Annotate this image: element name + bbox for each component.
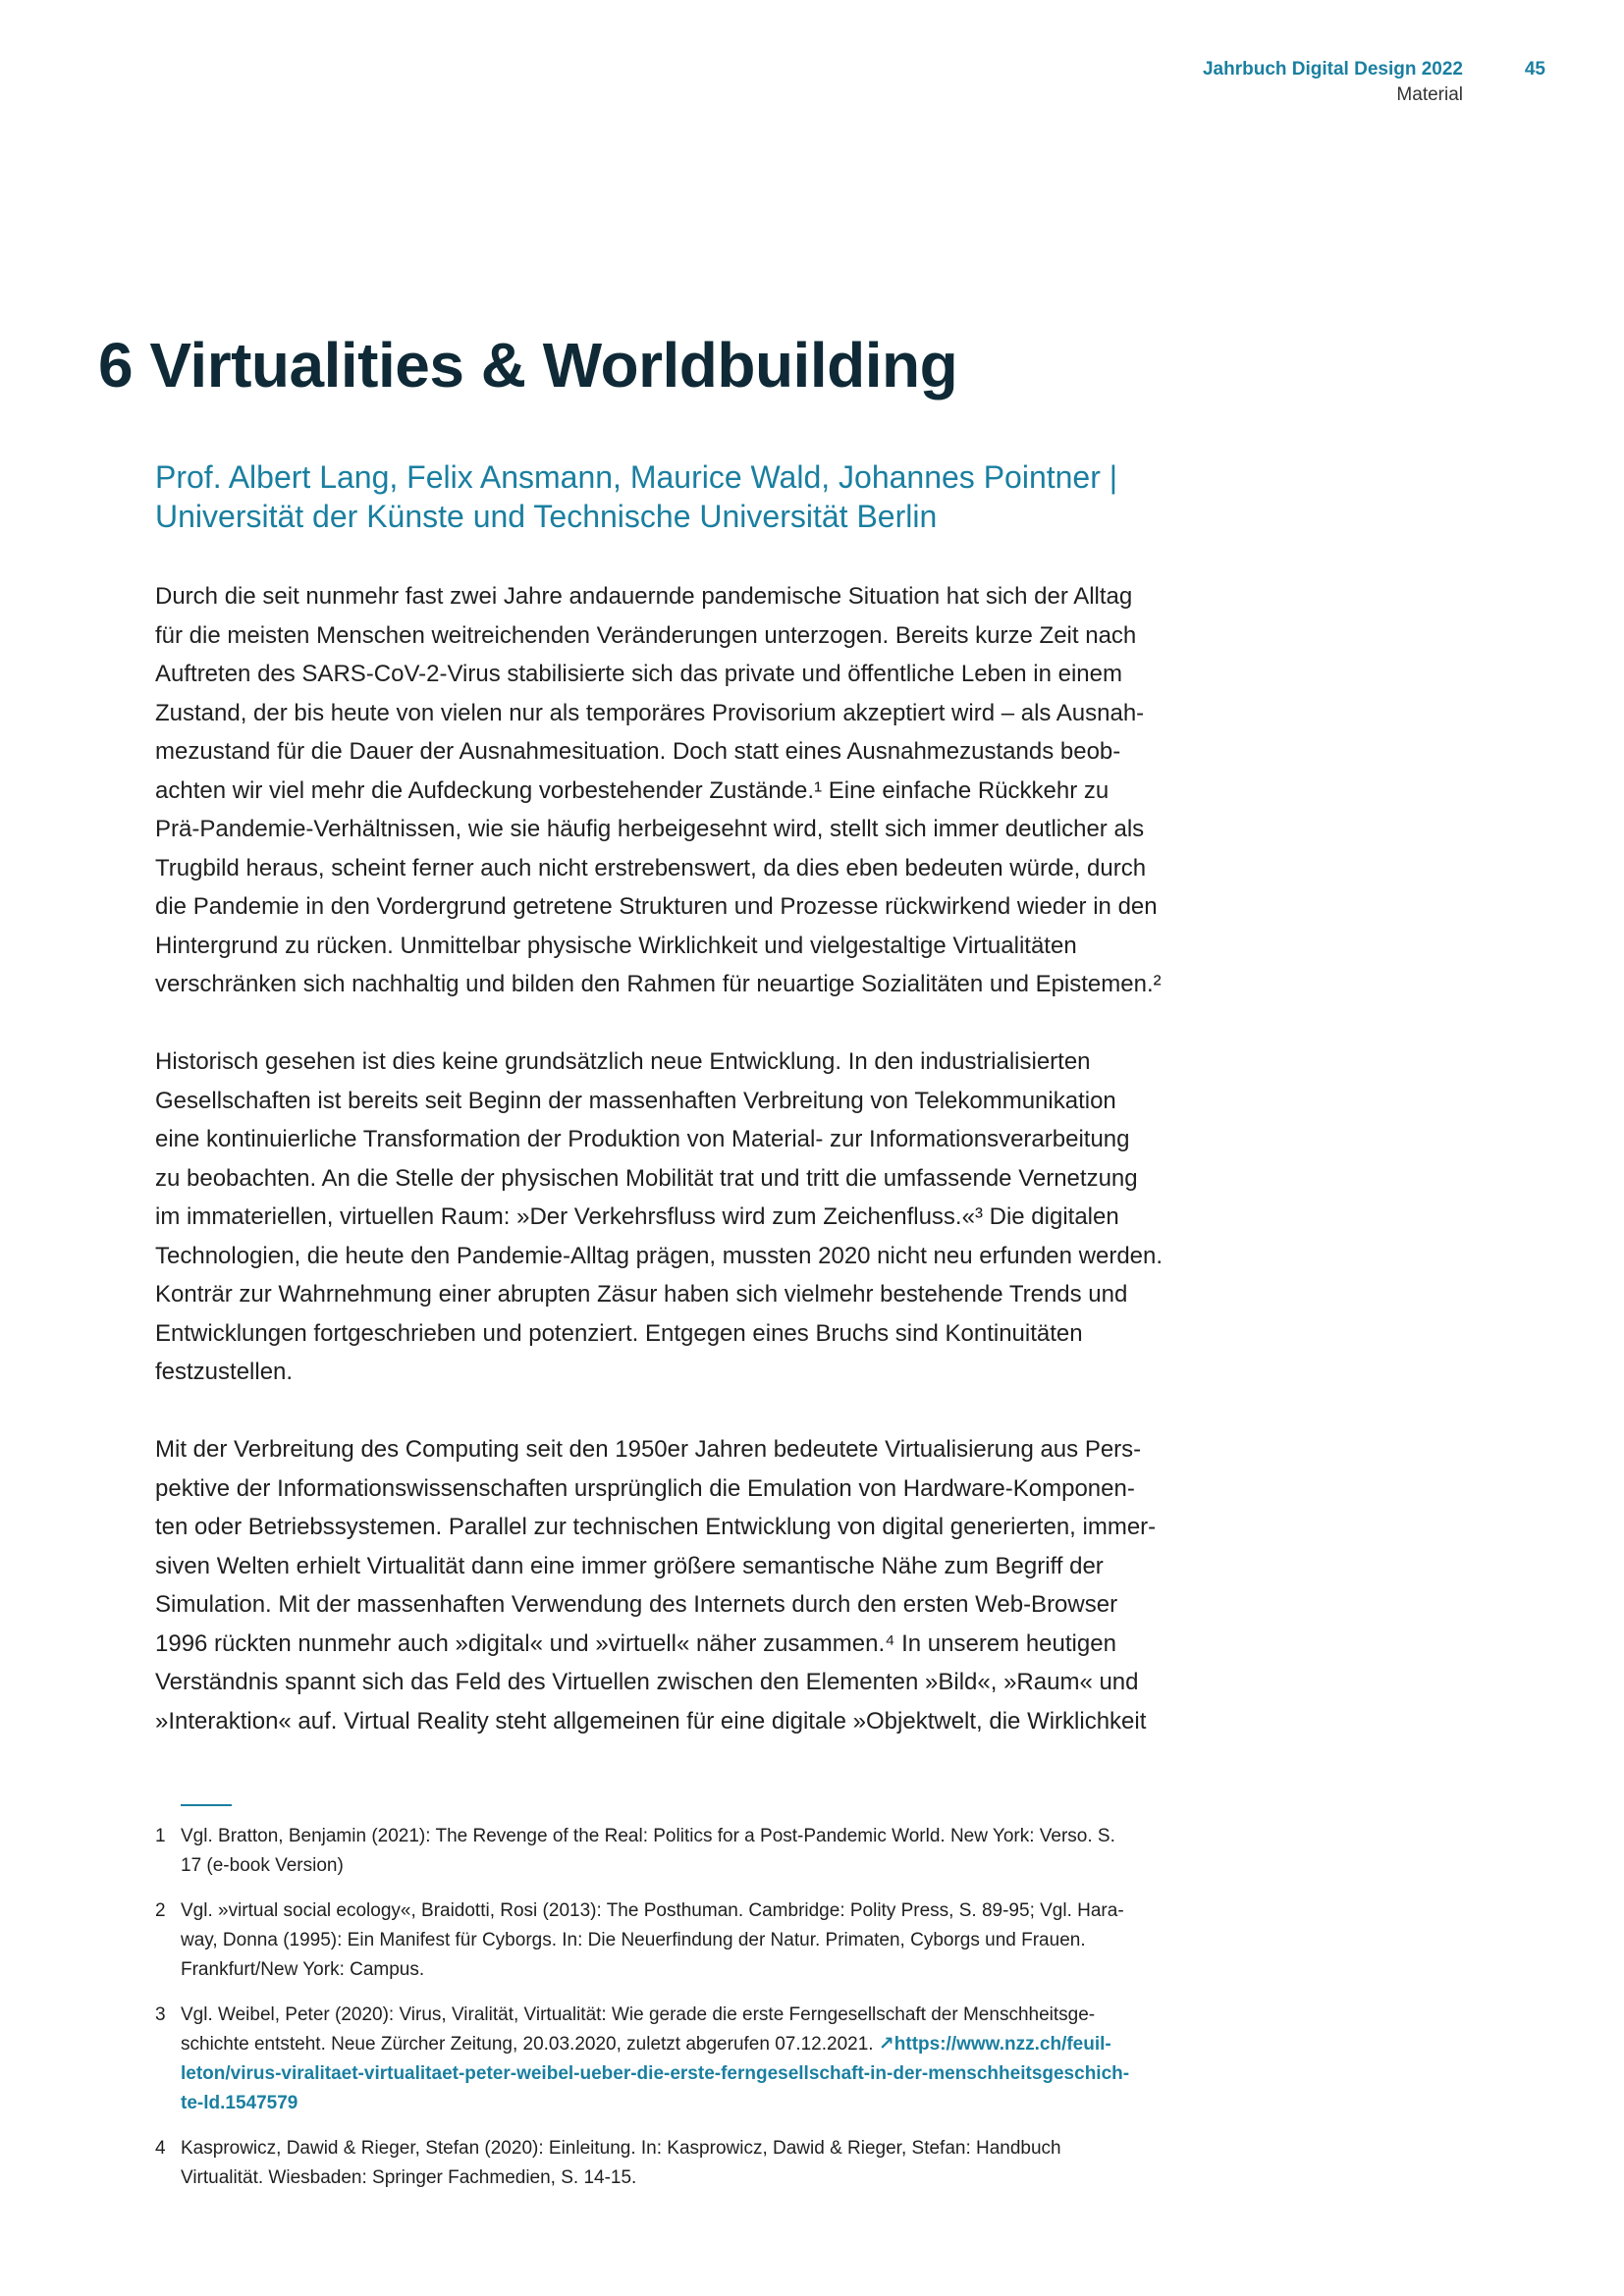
- footnote-number: 3: [155, 2004, 166, 2025]
- paragraph-1: [155, 577, 1196, 1004]
- text-line: Verständnis spannt sich das Feld des Virtuellen zwischen den Elementen »Bild«, »Raum« und: [155, 1669, 1139, 1695]
- footnotes: [155, 1822, 1196, 2209]
- text-line: für die meisten Menschen weitreichenden Veränderungen unterzogen. Bereits kurze Zeit nach: [155, 621, 1137, 649]
- footnote-divider: [181, 1804, 232, 1806]
- text-line: Durch die seit nunmehr fast zwei Jahre andauernde pandemische Situation hat sich der Alltag: [155, 583, 1133, 610]
- text-line: Mit der Verbreitung des Computing seit den 1950er Jahren bedeutete Virtualisierung aus Pers-: [155, 1436, 1142, 1463]
- text-line: im immateriellen, virtuellen Raum: »Der Verkehrsfluss wird zum Zeichenfluss.«³ Die digitalen: [155, 1203, 1119, 1230]
- publication-title: Jahrbuch Digital Design 2022: [1202, 59, 1463, 80]
- footnote-number: 2: [155, 1900, 166, 1921]
- text-line: eine kontinuierliche Transformation der Produktion von Material- zur Informationsverarbeitung: [155, 1126, 1130, 1152]
- chapter-title: 6 Virtualities & Worldbuilding: [98, 330, 958, 400]
- text-line: die Pandemie in den Vordergrund getretene Strukturen und Prozesse rückwirkend wieder in den: [155, 893, 1158, 920]
- text-line: Hintergrund zu rücken. Unmittelbar physische Wirklichkeit und vielgestaltige Virtualitäten: [155, 932, 1077, 959]
- footnote-text: schichte entsteht. Neue Zürcher Zeitung, 20.03.2020, zuletzt abgerufen 07.12.2021.: [181, 2034, 879, 2055]
- text-line: Historisch gesehen ist dies keine grundsätzlich neue Entwicklung. In den industrialisierten: [155, 1048, 1091, 1075]
- footnote-line: Vgl. Weibel, Peter (2020): Virus, Viralität, Virtualität: Wie gerade die erste Ferngesellschaft der Menschheitsge-: [181, 2004, 1096, 2025]
- running-header: [956, 57, 1545, 116]
- page-number: 45: [1524, 59, 1545, 80]
- footnote-1: [155, 1822, 1196, 1881]
- nzz-article-link-end[interactable]: te-ld.1547579: [181, 2093, 298, 2113]
- running-header-text: [1203, 57, 1463, 108]
- footnote-line: Vgl. Bratton, Benjamin (2021): The Revenge of the Real: Politics for a Post-Pandemic World. New York: Verso. S.: [181, 1826, 1115, 1846]
- text-line: mezustand für die Dauer der Ausnahmesituation. Doch statt eines Ausnahmezustands beob-: [155, 738, 1121, 765]
- text-line: siven Welten erhielt Virtualität dann eine immer größere semantische Nähe zum Begriff der: [155, 1552, 1104, 1579]
- authors-line: Prof. Albert Lang, Felix Ansmann, Maurice Wald, Johannes Pointner |: [155, 459, 1118, 495]
- footnote-line: Virtualität. Wiesbaden: Springer Fachmedien, S. 14-15.: [181, 2167, 637, 2188]
- footnote-line: Frankfurt/New York: Campus.: [181, 1959, 425, 1980]
- footnote-4: [155, 2134, 1196, 2193]
- text-line: Zustand, der bis heute von vielen nur als temporäres Provisorium akzeptiert wird – als Ausnah-: [155, 699, 1145, 726]
- body-text: [155, 577, 1196, 1780]
- text-line: zu beobachten. An die Stelle der physischen Mobilität trat und tritt die umfassende Vernetzung: [155, 1164, 1138, 1192]
- text-line: verschränken sich nachhaltig und bilden den Rahmen für neuartige Sozialitäten und Epistemen.²: [155, 971, 1162, 997]
- footnote-3: [155, 2001, 1196, 2118]
- text-line: pektive der Informationswissenschaften ursprünglich die Emulation von Hardware-Komponen-: [155, 1474, 1135, 1502]
- nzz-article-link-continued[interactable]: leton/virus-viralitaet-virtualitaet-peter-weibel-ueber-die-erste-ferngesellschaft-in-der-menschheitsgeschich-: [181, 2063, 1130, 2084]
- text-line: Trugbild heraus, scheint ferner auch nicht erstrebenswert, da dies eben bedeuten würde, durch: [155, 854, 1147, 881]
- text-line: Entwicklungen fortgeschrieben und potenziert. Entgegen eines Bruchs sind Kontinuitäten: [155, 1319, 1083, 1347]
- text-line: 1996 rückten nunmehr auch »digital« und »virtuell« näher zusammen.⁴ In unserem heutigen: [155, 1629, 1116, 1657]
- chapter-authors: [155, 457, 1235, 536]
- text-line: ten oder Betriebssystemen. Parallel zur technischen Entwicklung von digital generierten, immer-: [155, 1514, 1157, 1540]
- footnote-line: 17 (e-book Version): [181, 1855, 344, 1876]
- text-line: Technologien, die heute den Pandemie-Alltag prägen, mussten 2020 nicht neu erfunden werden.: [155, 1242, 1164, 1269]
- text-line: achten wir viel mehr die Aufdeckung vorbestehender Zustände.¹ Eine einfache Rückkehr zu: [155, 776, 1110, 804]
- affiliation-line: Universität der Künste und Technische Universität Berlin: [155, 499, 938, 534]
- footnote-line: way, Donna (1995): Ein Manifest für Cyborgs. In: Die Neuerfindung der Natur. Primaten, Cyborgs und Frauen.: [181, 1930, 1086, 1950]
- footnote-2: [155, 1896, 1196, 1985]
- text-line: festzustellen.: [155, 1359, 294, 1385]
- text-line: Konträr zur Wahrnehmung einer abrupten Zäsur haben sich vielmehr bestehende Trends und: [155, 1281, 1128, 1308]
- section-label: Material: [1396, 84, 1463, 105]
- footnote-number: 1: [155, 1826, 166, 1846]
- paragraph-3: [155, 1430, 1196, 1740]
- nzz-article-link[interactable]: ↗https://www.nzz.ch/feuil-: [878, 2034, 1111, 2055]
- text-line: Prä-Pandemie-Verhältnissen, wie sie häufig herbeigesehnt wird, stellt sich immer deutlicher als: [155, 816, 1145, 842]
- text-line: Auftreten des SARS-CoV-2-Virus stabilisierte sich das private und öffentliche Leben in einem: [155, 661, 1122, 687]
- text-line: Gesellschaften ist bereits seit Beginn der massenhaften Verbreitung von Telekommunikation: [155, 1087, 1116, 1114]
- footnote-number: 4: [155, 2138, 166, 2159]
- footnote-line: [181, 2030, 1196, 2059]
- paragraph-2: [155, 1042, 1196, 1392]
- footnote-line: Vgl. »virtual social ecology«, Braidotti, Rosi (2013): The Posthuman. Cambridge: Polity Press, S. 89-95; Vgl. Hara-: [181, 1900, 1124, 1921]
- footnote-line: Kasprowicz, Dawid & Rieger, Stefan (2020): Einleitung. In: Kasprowicz, Dawid & Rieger, Stefan: Handbuch: [181, 2138, 1061, 2159]
- text-line: »Interaktion« auf. Virtual Reality steht allgemeinen für eine digitale »Objektwelt, die Wirklichkeit: [155, 1707, 1147, 1735]
- text-line: Simulation. Mit der massenhaften Verwendung des Internets durch den ersten Web-Browser: [155, 1591, 1118, 1618]
